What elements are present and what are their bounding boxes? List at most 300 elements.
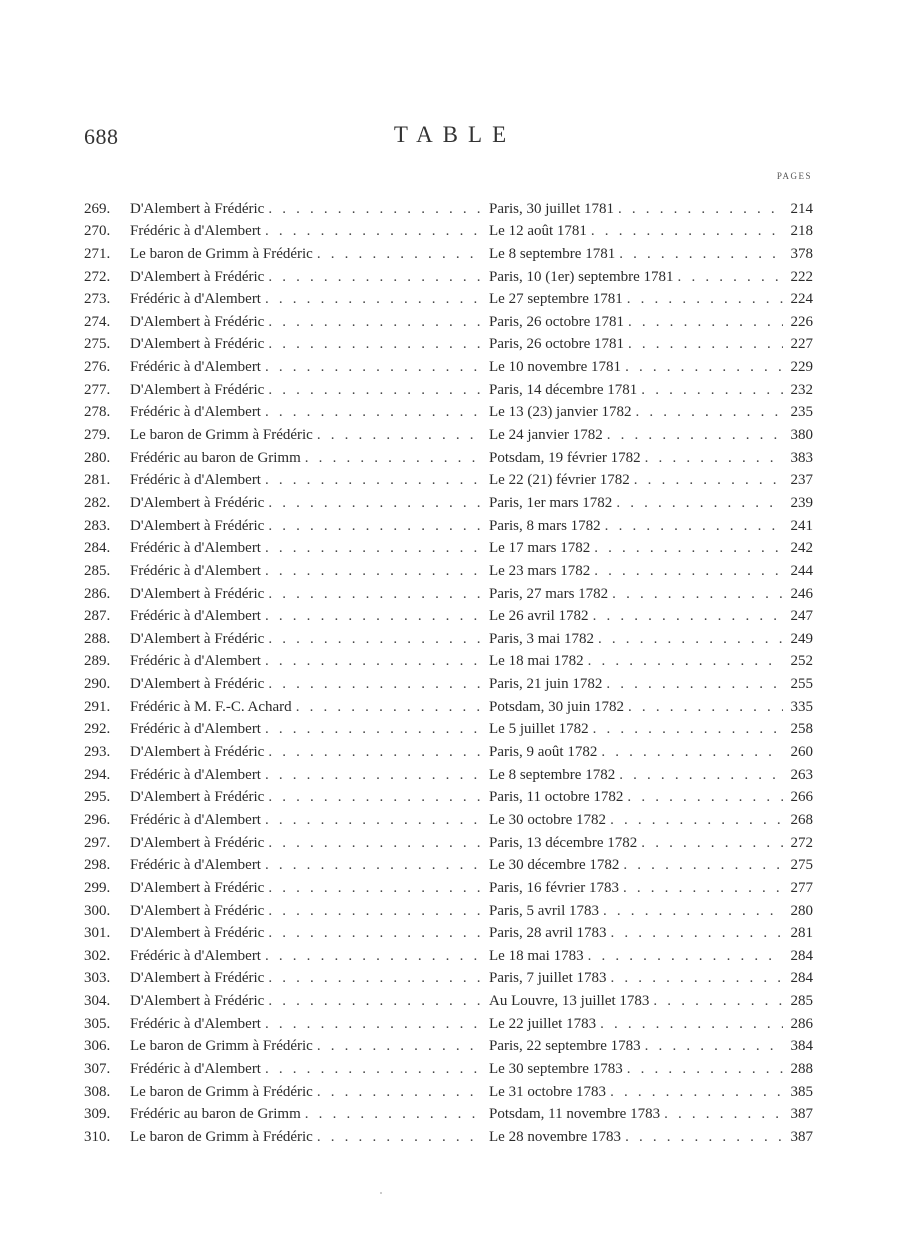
entry-title: D'Alembert à Frédéric (130, 834, 265, 851)
entry-date-cell (482, 924, 783, 942)
entry-title-cell (130, 743, 482, 761)
entry-title: Frédéric à d'Alembert (130, 947, 261, 964)
entry-page: 235 (790, 404, 813, 421)
entry-date-cell (482, 1083, 783, 1101)
dot-leader (635, 403, 783, 421)
entry-date: Le 10 novembre 1781 (489, 359, 622, 376)
dot-leader (268, 381, 482, 399)
entry-date: Paris, 13 décembre 1782 (489, 834, 638, 851)
dot-leader (627, 1060, 783, 1078)
entry-date-cell (482, 856, 783, 874)
entry-date: Le 8 septembre 1781 (489, 245, 616, 262)
dot-leader (594, 539, 783, 557)
dot-leader (265, 1015, 482, 1033)
entry-date-cell (482, 471, 783, 489)
entry-title: D'Alembert à Frédéric (130, 200, 265, 217)
entry-title-cell (130, 517, 482, 535)
dot-leader (618, 200, 783, 218)
entry-date-cell (482, 1015, 783, 1033)
entry-page: 232 (790, 381, 813, 398)
entry-page: 383 (790, 449, 813, 466)
entry-date: Paris, 21 juin 1782 (489, 676, 603, 693)
entry-date: Le 24 janvier 1782 (489, 427, 603, 444)
entry-number: 278. (84, 404, 111, 421)
dot-leader (265, 947, 482, 965)
entry-page: 249 (790, 630, 813, 647)
entry-title-cell (130, 766, 482, 784)
entry-page: 385 (790, 1083, 813, 1100)
entry-date: Le 30 septembre 1783 (489, 1060, 623, 1077)
entry-number: 298. (84, 857, 111, 874)
toc-entry (84, 761, 813, 784)
dot-leader (265, 471, 482, 489)
entry-date: Paris, 11 octobre 1782 (489, 789, 624, 806)
entry-page: 284 (790, 947, 813, 964)
toc-entry (84, 670, 813, 693)
entry-date: Paris, 28 avril 1783 (489, 925, 607, 942)
entry-title-cell (130, 720, 482, 738)
dot-leader (601, 743, 783, 761)
entry-date: Paris, 10 (1er) septembre 1781 (489, 268, 674, 285)
entry-title-cell (130, 630, 482, 648)
entry-number: 271. (84, 245, 111, 262)
entry-number: 273. (84, 291, 111, 308)
dot-leader (268, 743, 482, 761)
dot-leader (268, 585, 482, 603)
entry-date: Le 31 octobre 1783 (489, 1083, 607, 1100)
entry-title: Frédéric à d'Alembert (130, 291, 261, 308)
entry-page: 286 (790, 1015, 813, 1032)
entry-title-cell (130, 290, 482, 308)
dot-leader (594, 562, 783, 580)
entry-page: 268 (790, 811, 813, 828)
dot-leader (588, 947, 783, 965)
dot-leader (678, 268, 783, 286)
entry-title-cell (130, 788, 482, 806)
entry-date-cell (482, 1037, 783, 1055)
entry-title: Frédéric à d'Alembert (130, 223, 261, 240)
entry-title: Le baron de Grimm à Frédéric (130, 1128, 313, 1145)
entry-title-cell (130, 494, 482, 512)
pages-column-label: PAGES (776, 171, 812, 181)
entry-title-cell (130, 698, 482, 716)
entry-date: Le 22 juillet 1783 (489, 1015, 597, 1032)
page-title: TABLE (393, 122, 517, 147)
entry-page: 239 (790, 494, 813, 511)
entry-number: 282. (84, 494, 111, 511)
entry-title: Frédéric au baron de Grimm (130, 449, 301, 466)
entry-date: Le 23 mars 1782 (489, 562, 591, 579)
toc-entry (84, 965, 813, 988)
toc-entry (84, 399, 813, 422)
entry-date: Paris, 14 décembre 1781 (489, 381, 638, 398)
entry-number: 275. (84, 336, 111, 353)
dot-leader (628, 698, 783, 716)
entry-date: Le 18 mai 1783 (489, 947, 584, 964)
entry-number: 297. (84, 834, 111, 851)
entry-title-cell (130, 471, 482, 489)
dot-leader (628, 335, 783, 353)
entry-page: 260 (790, 744, 813, 761)
entry-number: 301. (84, 925, 111, 942)
entry-date-cell (482, 268, 783, 286)
entry-title: Frédéric au baron de Grimm (130, 1106, 301, 1123)
entry-title: D'Alembert à Frédéric (130, 925, 265, 942)
entry-page: 384 (790, 1038, 813, 1055)
dot-leader (317, 426, 482, 444)
entry-number: 307. (84, 1060, 111, 1077)
toc-entry (84, 897, 813, 920)
page-number: 688 (84, 124, 119, 149)
entry-date-cell (482, 811, 783, 829)
entry-page: 387 (790, 1128, 813, 1145)
dot-leader (268, 494, 482, 512)
entry-title-cell (130, 1037, 482, 1055)
toc-entry (84, 987, 813, 1010)
entry-title-cell (130, 335, 482, 353)
entry-title-cell (130, 675, 482, 693)
entry-date-cell (482, 449, 783, 467)
entry-number: 302. (84, 947, 111, 964)
entry-number: 281. (84, 472, 111, 489)
entry-title: Frédéric à M. F.-C. Achard (130, 698, 292, 715)
entry-date-cell (482, 698, 783, 716)
entry-page: 222 (790, 268, 813, 285)
entry-page: 224 (790, 291, 813, 308)
entry-title: D'Alembert à Frédéric (130, 585, 265, 602)
dot-leader (265, 222, 482, 240)
entry-number: 300. (84, 902, 111, 919)
entry-page: 378 (790, 245, 813, 262)
entry-date-cell (482, 245, 783, 263)
entry-number: 296. (84, 811, 111, 828)
entry-page: 244 (790, 562, 813, 579)
entry-title: Frédéric à d'Alembert (130, 359, 261, 376)
dot-leader (268, 992, 482, 1010)
entry-number: 277. (84, 381, 111, 398)
entry-date: Paris, 3 mai 1782 (489, 630, 594, 647)
entry-title-cell (130, 313, 482, 331)
entry-title: D'Alembert à Frédéric (130, 993, 265, 1010)
toc-entry (84, 218, 813, 241)
dot-leader (268, 834, 482, 852)
entry-date: Potsdam, 11 novembre 1783 (489, 1106, 661, 1123)
dot-leader (625, 1128, 783, 1146)
entry-title-cell (130, 426, 482, 444)
entry-page: 241 (790, 517, 813, 534)
dot-leader (268, 200, 482, 218)
dot-leader (625, 358, 783, 376)
entry-title-cell (130, 856, 482, 874)
entry-page: 285 (790, 993, 813, 1010)
entry-date: Le 22 (21) février 1782 (489, 472, 630, 489)
dot-leader (268, 313, 482, 331)
entry-date-cell (482, 902, 783, 920)
entry-date: Le 17 mars 1782 (489, 540, 591, 557)
entry-title-cell (130, 245, 482, 263)
entry-date-cell (482, 879, 783, 897)
entry-date-cell (482, 743, 783, 761)
dot-leader (265, 811, 482, 829)
entry-title-cell (130, 1128, 482, 1146)
entry-page: 280 (790, 902, 813, 919)
entry-date: Paris, 26 octobre 1781 (489, 336, 624, 353)
entry-title: D'Alembert à Frédéric (130, 879, 265, 896)
entry-title-cell (130, 539, 482, 557)
dot-leader (627, 788, 783, 806)
entry-title: D'Alembert à Frédéric (130, 630, 265, 647)
dot-leader (598, 630, 783, 648)
entry-date-cell (482, 381, 783, 399)
toc-entry (84, 1010, 813, 1033)
entry-title: D'Alembert à Frédéric (130, 789, 265, 806)
entry-title: Frédéric à d'Alembert (130, 857, 261, 874)
entry-page: 258 (790, 721, 813, 738)
entry-title-cell (130, 834, 482, 852)
dot-leader (588, 652, 783, 670)
entry-date-cell (482, 630, 783, 648)
dot-leader (653, 992, 783, 1010)
dot-leader (606, 675, 783, 693)
entry-page: 226 (790, 313, 813, 330)
entry-page: 229 (790, 359, 813, 376)
dot-leader (265, 290, 482, 308)
toc-entry (84, 603, 813, 626)
entry-date: Paris, 30 juillet 1781 (489, 200, 614, 217)
dot-leader (610, 811, 783, 829)
entry-number: 303. (84, 970, 111, 987)
toc-entry (84, 1101, 813, 1124)
dot-leader (268, 788, 482, 806)
entry-page: 266 (790, 789, 813, 806)
entry-date-cell (482, 517, 783, 535)
toc-entry (84, 489, 813, 512)
entry-date: Paris, 7 juillet 1783 (489, 970, 607, 987)
entry-date: Potsdam, 30 juin 1782 (489, 698, 625, 715)
entry-title-cell (130, 652, 482, 670)
dot-leader (610, 1083, 783, 1101)
entry-title-cell (130, 562, 482, 580)
entry-date-cell (482, 766, 783, 784)
entry-number: 276. (84, 359, 111, 376)
entry-date-cell (482, 720, 783, 738)
dot-leader (265, 766, 482, 784)
dot-leader (317, 1128, 482, 1146)
entry-date: Paris, 9 août 1782 (489, 744, 598, 761)
toc-entry (84, 263, 813, 286)
entry-title: D'Alembert à Frédéric (130, 336, 265, 353)
entry-title: D'Alembert à Frédéric (130, 313, 265, 330)
dot-leader (265, 652, 482, 670)
entry-date: Le 8 septembre 1782 (489, 766, 616, 783)
entry-title: D'Alembert à Frédéric (130, 517, 265, 534)
dot-leader (628, 313, 783, 331)
entry-title: Frédéric à d'Alembert (130, 608, 261, 625)
dot-leader (619, 245, 783, 263)
dot-leader (265, 562, 482, 580)
entry-date: Paris, 1er mars 1782 (489, 494, 613, 511)
entry-page: 272 (790, 834, 813, 851)
entry-date-cell (482, 358, 783, 376)
entry-title: D'Alembert à Frédéric (130, 268, 265, 285)
entry-title: Frédéric à d'Alembert (130, 472, 261, 489)
dot-leader (265, 856, 482, 874)
dot-leader (265, 1060, 482, 1078)
entry-title: Frédéric à d'Alembert (130, 1015, 261, 1032)
entry-title: Frédéric à d'Alembert (130, 562, 261, 579)
dot-leader (268, 630, 482, 648)
toc-entry (84, 738, 813, 761)
entry-date: Le 26 avril 1782 (489, 608, 589, 625)
entry-number: 279. (84, 427, 111, 444)
entry-title-cell (130, 607, 482, 625)
entry-title-cell (130, 222, 482, 240)
entry-number: 294. (84, 766, 111, 783)
dot-leader (268, 902, 482, 920)
toc-entry (84, 852, 813, 875)
dot-leader (268, 517, 482, 535)
dot-leader (616, 494, 783, 512)
entry-title-cell (130, 924, 482, 942)
entry-date: Potsdam, 19 février 1782 (489, 449, 641, 466)
entry-title-cell (130, 811, 482, 829)
toc-entry (84, 195, 813, 218)
entry-title: D'Alembert à Frédéric (130, 676, 265, 693)
entry-page: 237 (790, 472, 813, 489)
toc-entry (84, 806, 813, 829)
entry-page: 263 (790, 766, 813, 783)
dot-leader (623, 856, 783, 874)
entry-date: Paris, 26 octobre 1781 (489, 313, 624, 330)
toc-entry (84, 1078, 813, 1101)
dot-leader (641, 834, 783, 852)
dot-leader (317, 1083, 482, 1101)
toc-entry (84, 467, 813, 490)
entry-date: Le 5 juillet 1782 (489, 721, 589, 738)
entry-date-cell (482, 1060, 783, 1078)
entry-date: Paris, 8 mars 1782 (489, 517, 601, 534)
entry-date-cell (482, 607, 783, 625)
entry-page: 246 (790, 585, 813, 602)
dot-leader (317, 1037, 482, 1055)
dot-leader (605, 517, 783, 535)
entry-date-cell (482, 335, 783, 353)
toc-entry (84, 648, 813, 671)
entry-date: Le 18 mai 1782 (489, 653, 584, 670)
entry-number: 270. (84, 223, 111, 240)
dot-leader (593, 720, 783, 738)
entry-date-cell (482, 222, 783, 240)
toc-entry (84, 535, 813, 558)
entry-date-cell (482, 426, 783, 444)
dot-leader (265, 539, 482, 557)
entry-title-cell (130, 992, 482, 1010)
entry-date: Le 30 octobre 1782 (489, 811, 607, 828)
entry-date-cell (482, 403, 783, 421)
entry-title-cell (130, 1060, 482, 1078)
entry-title-cell (130, 585, 482, 603)
entry-title-cell (130, 969, 482, 987)
entry-title-cell (130, 902, 482, 920)
entry-title-cell (130, 1083, 482, 1101)
toc-entry (84, 942, 813, 965)
dot-leader (611, 924, 784, 942)
dot-leader (619, 766, 783, 784)
entry-date-cell (482, 539, 783, 557)
entry-number: 306. (84, 1038, 111, 1055)
dot-leader (664, 1105, 783, 1123)
page-speck (380, 1192, 382, 1194)
dot-leader (268, 268, 482, 286)
entry-title-cell (130, 879, 482, 897)
entry-title-cell (130, 449, 482, 467)
entry-title: Le baron de Grimm à Frédéric (130, 245, 313, 262)
entry-title: Frédéric à d'Alembert (130, 1060, 261, 1077)
dot-leader (645, 449, 783, 467)
dot-leader (603, 902, 783, 920)
entry-page: 281 (790, 925, 813, 942)
entry-title: Frédéric à d'Alembert (130, 653, 261, 670)
dot-leader (627, 290, 783, 308)
entry-title: Frédéric à d'Alembert (130, 540, 261, 557)
toc-entry (84, 920, 813, 943)
entry-date-cell (482, 788, 783, 806)
entry-date-cell (482, 834, 783, 852)
toc-entry (84, 286, 813, 309)
entry-title: Le baron de Grimm à Frédéric (130, 1083, 313, 1100)
toc-entry (84, 376, 813, 399)
entry-number: 280. (84, 449, 111, 466)
dot-leader (593, 607, 783, 625)
entry-title: Frédéric à d'Alembert (130, 721, 261, 738)
entry-title-cell (130, 358, 482, 376)
entry-date-cell (482, 313, 783, 331)
entry-date: Paris, 16 février 1783 (489, 879, 619, 896)
dot-leader (623, 879, 783, 897)
entry-title: Frédéric à d'Alembert (130, 404, 261, 421)
entry-title: Frédéric à d'Alembert (130, 811, 261, 828)
entry-number: 304. (84, 993, 111, 1010)
entry-number: 274. (84, 313, 111, 330)
dot-leader (296, 698, 482, 716)
entry-date: Au Louvre, 13 juillet 1783 (489, 993, 650, 1010)
dot-leader (265, 607, 482, 625)
entry-number: 287. (84, 608, 111, 625)
entry-title-cell (130, 1015, 482, 1033)
dot-leader (645, 1037, 783, 1055)
toc-entry (84, 557, 813, 580)
entry-page: 277 (790, 879, 813, 896)
entry-page: 247 (790, 608, 813, 625)
dot-leader (607, 426, 783, 444)
entry-title: Le baron de Grimm à Frédéric (130, 1038, 313, 1055)
entry-date-cell (482, 200, 783, 218)
entry-date: Le 12 août 1781 (489, 223, 587, 240)
entry-date-cell (482, 1128, 783, 1146)
entry-title: D'Alembert à Frédéric (130, 494, 265, 511)
toc-entry (84, 784, 813, 807)
dot-leader (268, 675, 482, 693)
entry-number: 308. (84, 1083, 111, 1100)
entry-date-cell (482, 969, 783, 987)
dot-leader (600, 1015, 783, 1033)
entry-page: 275 (790, 857, 813, 874)
entry-date: Paris, 5 avril 1783 (489, 902, 599, 919)
entry-page: 227 (790, 336, 813, 353)
entry-title-cell (130, 947, 482, 965)
toc-entry (84, 716, 813, 739)
entry-number: 305. (84, 1015, 111, 1032)
